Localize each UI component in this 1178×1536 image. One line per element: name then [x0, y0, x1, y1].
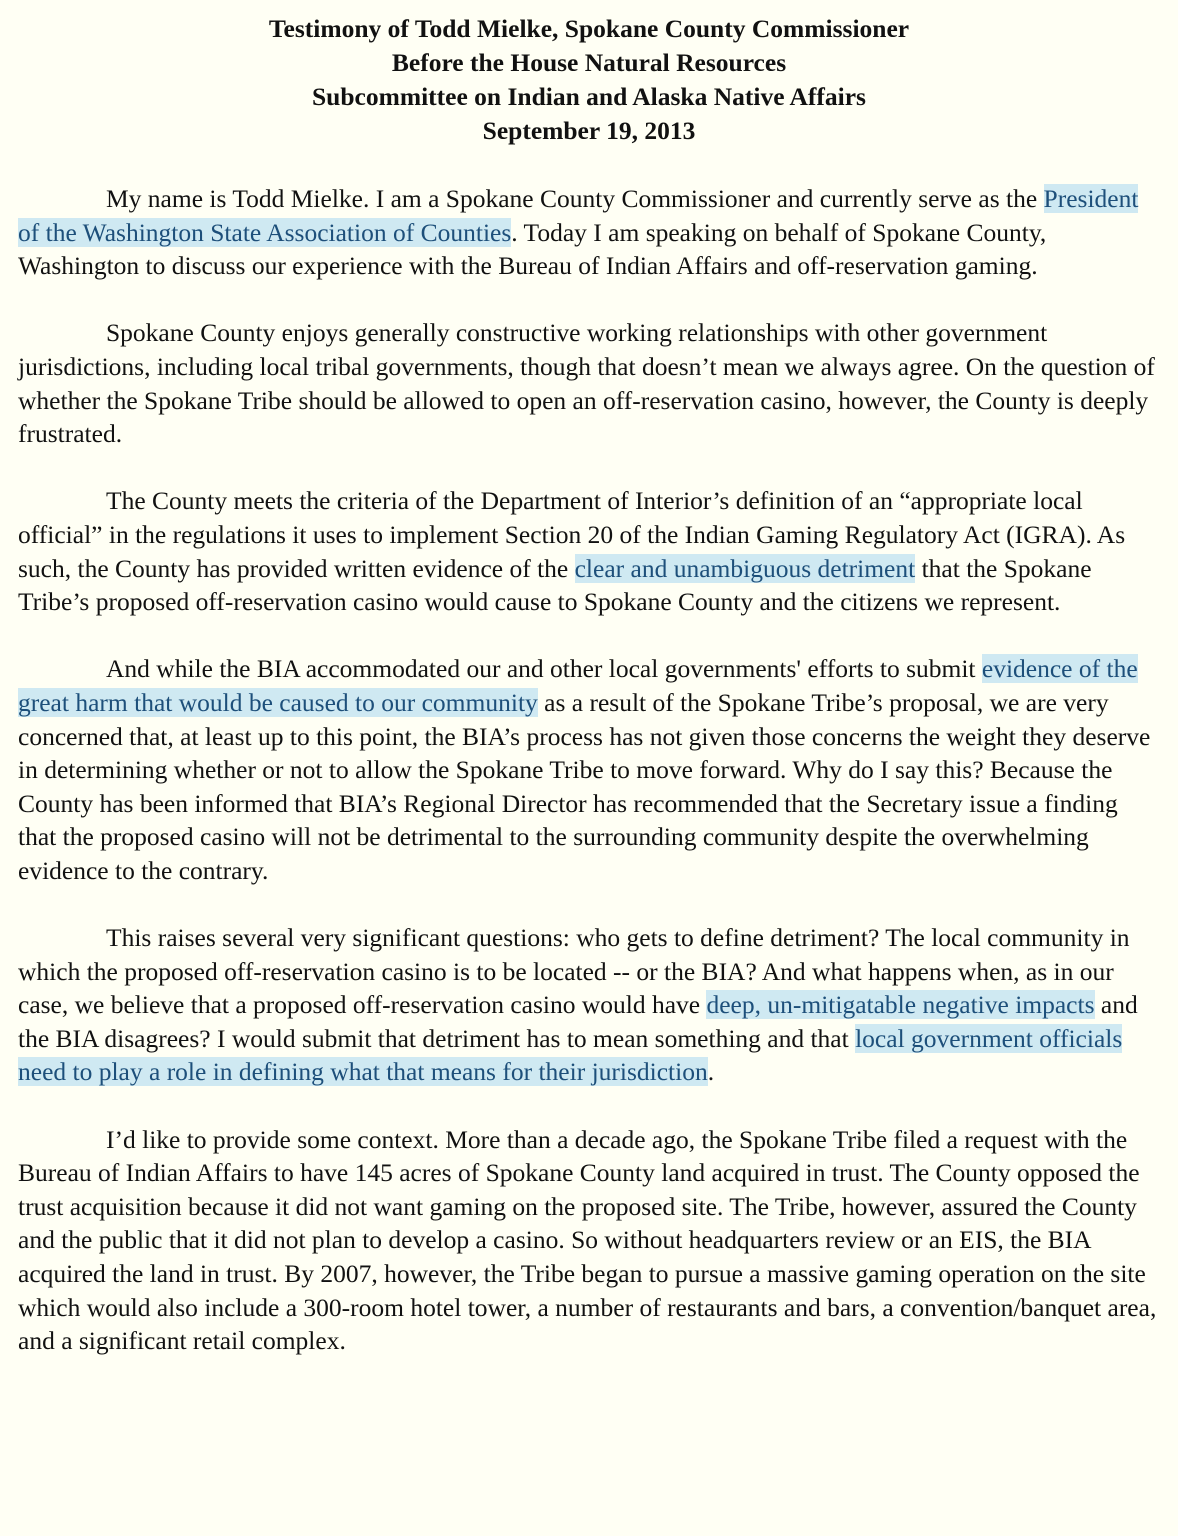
highlighted-text: President of the Washington State Association of Counties: [18, 184, 1139, 247]
paragraph-relationships: [18, 316, 1160, 450]
text-segment: Spokane County enjoys generally constructive working relationships with other government jurisdictions, including local tribal governments, though that doesn’t mean we always agree. On the question of whether the Spokane Tribe should be allowed to open an off-reservation casino, however, the County is deeply frustrated.: [18, 318, 1155, 449]
text-segment: My name is Todd Mielke. I am a Spokane County Commissioner and currently serve as the: [106, 184, 1044, 213]
header-subcommittee: Subcommittee on Indian and Alaska Native Affairs: [312, 82, 866, 111]
highlighted-text: evidence of the great harm that would be caused to our community: [18, 654, 1138, 717]
paragraph-questions: [18, 921, 1160, 1089]
text-segment: that the Spokane Tribe’s proposed off-reservation casino would cause to Spokane County and the citizens we represent.: [18, 553, 1092, 617]
text-segment: . Today I am speaking on behalf of Spokane County, Washington to discuss our experience with the Bureau of Indian Affairs and off-reservation gaming.: [18, 217, 1047, 281]
text-segment: I’d like to provide some context. More than a decade ago, the Spokane Tribe filed a request with the Bureau of Indian Affairs to have 145 acres of Spokane County land acquired in trust. The County opposed the trust acquisition because it did not want gaming on the proposed site. The Tribe, however, assured the County and the public that it did not plan to develop a casino. So without headquarters review or an EIS, the BIA acquired the land in trust. By 2007, however, the Tribe began to pursue a massive gaming operation on the site which would also include a 300-room hotel tower, a number of restaurants and bars, a convention/banquet area, and a significant retail complex.: [18, 1124, 1157, 1356]
paragraph-context: [18, 1123, 1160, 1358]
highlighted-text: clear and unambiguous detriment: [574, 553, 916, 583]
text-segment: This raises several very significant questions: who gets to define detriment? The local community in which the proposed off-reservation casino is to be located -- or the BIA? And what happens when, as in our case, we believe that a proposed off-reservation casino would have: [18, 923, 1130, 1020]
paragraph-local-official: [18, 484, 1160, 618]
text-segment: The County meets the criteria of the Department of Interior’s definition of an “appropriate local official” in the regulations it uses to implement Section 20 of the Indian Gaming Regulatory Act (IGRA). As such, the County has provided written evidence of the: [18, 486, 1126, 583]
header-date: September 19, 2013: [482, 116, 696, 145]
header-title: Testimony of Todd Mielke, Spokane County Commissioner: [268, 14, 910, 43]
highlighted-text: deep, un-mitigatable negative impacts: [706, 990, 1095, 1020]
text-segment: And while the BIA accommodated our and other local governments' efforts to submit: [106, 654, 982, 684]
header-committee: Before the House Natural Resources: [391, 48, 787, 77]
text-segment: as a result of the Spokane Tribe’s proposal, we are very concerned that, at least up to this point, the BIA’s process has not given those concerns the weight they deserve in determining whether or not to allow the Spokane Tribe to move forward. Why do I say this? Because the County has been informed that BIA’s Regional Director has recommended that the Secretary issue a finding that the proposed casino will not be detrimental to the surrounding community despite the overwhelming evidence to the contrary.: [18, 687, 1151, 885]
text-segment: and the BIA disagrees? I would submit that detriment has to mean something and that: [18, 990, 1138, 1053]
document-header: [18, 12, 1160, 148]
paragraph-introduction: [18, 182, 1160, 283]
text-segment: .: [707, 1057, 715, 1087]
paragraph-bia-process: [18, 652, 1160, 887]
highlighted-text: local government officials need to play a role in defining what that means for their jurisdiction: [18, 1023, 1123, 1087]
